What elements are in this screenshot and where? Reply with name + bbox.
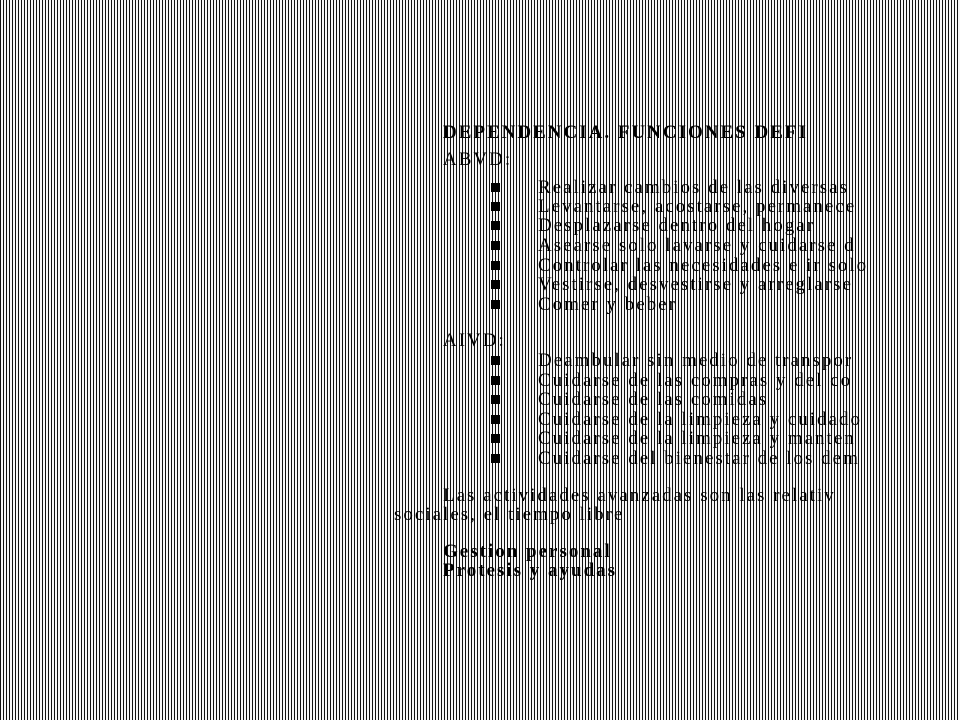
paragraph-line-1: Las actividades avanzadas son las relativ: [443, 485, 836, 506]
list-item: [0, 178, 960, 198]
document-title: DEPENDENCIA. FUNCIONES DEFI: [443, 122, 808, 143]
list-item-text: Comer y beber: [538, 294, 677, 315]
paragraph-line-2: sociales, el tiempo libre: [394, 504, 625, 525]
list-item-text: Cuidarse del bienestar de los dem: [538, 448, 860, 469]
abvd-label: ABVD:: [443, 149, 513, 170]
list-item-text: Vestirse, desvestirse y arreglarse: [538, 274, 853, 295]
list-item-text: Cuidarse de las compras y del co: [538, 370, 853, 391]
bullet-icon: [491, 395, 500, 404]
list-item-text: Levantarse, acostarse, permanece: [538, 196, 857, 217]
list-item-text: Cuidarse de la limpieza y manten: [538, 428, 856, 449]
list-item: [0, 410, 960, 430]
list-item: [0, 216, 960, 236]
list-item: [0, 371, 960, 391]
list-item: [0, 256, 960, 276]
list-item-text: Desplazarse dentro del hogar: [538, 215, 816, 236]
list-item: [0, 429, 960, 449]
list-item: [0, 275, 960, 295]
footer-line-2: Protesis y ayudas: [443, 560, 618, 581]
list-item-text: Asearse solo lavarse y cuidarse d: [538, 235, 856, 256]
list-item-text: Deambular sin medio de transpor: [538, 350, 854, 371]
list-item-text: Realizar cambios de las diversas: [538, 177, 849, 198]
bullet-icon: [491, 454, 500, 463]
bullet-icon: [491, 202, 500, 211]
list-item: [0, 351, 960, 371]
list-item: [0, 295, 960, 315]
bullet-icon: [491, 280, 500, 289]
bullet-icon: [491, 376, 500, 385]
list-item: [0, 449, 960, 469]
list-item: [0, 390, 960, 410]
bullet-icon: [491, 415, 500, 424]
bullet-icon: [491, 434, 500, 443]
list-item-text: Cuidarse de la limpieza y cuidado: [538, 409, 862, 430]
bullet-icon: [491, 183, 500, 192]
list-item: [0, 236, 960, 256]
bullet-icon: [491, 221, 500, 230]
bullet-icon: [491, 241, 500, 250]
list-item-text: Controlar las necesidades e ir solo: [538, 255, 869, 276]
list-item: [0, 197, 960, 217]
aivd-label: AIVD:: [443, 330, 506, 351]
bullet-icon: [491, 300, 500, 309]
footer-line-1: Gestion personal: [443, 541, 612, 562]
bullet-icon: [491, 356, 500, 365]
bullet-icon: [491, 261, 500, 270]
list-item-text: Cuidarse de las comidas: [538, 389, 769, 410]
